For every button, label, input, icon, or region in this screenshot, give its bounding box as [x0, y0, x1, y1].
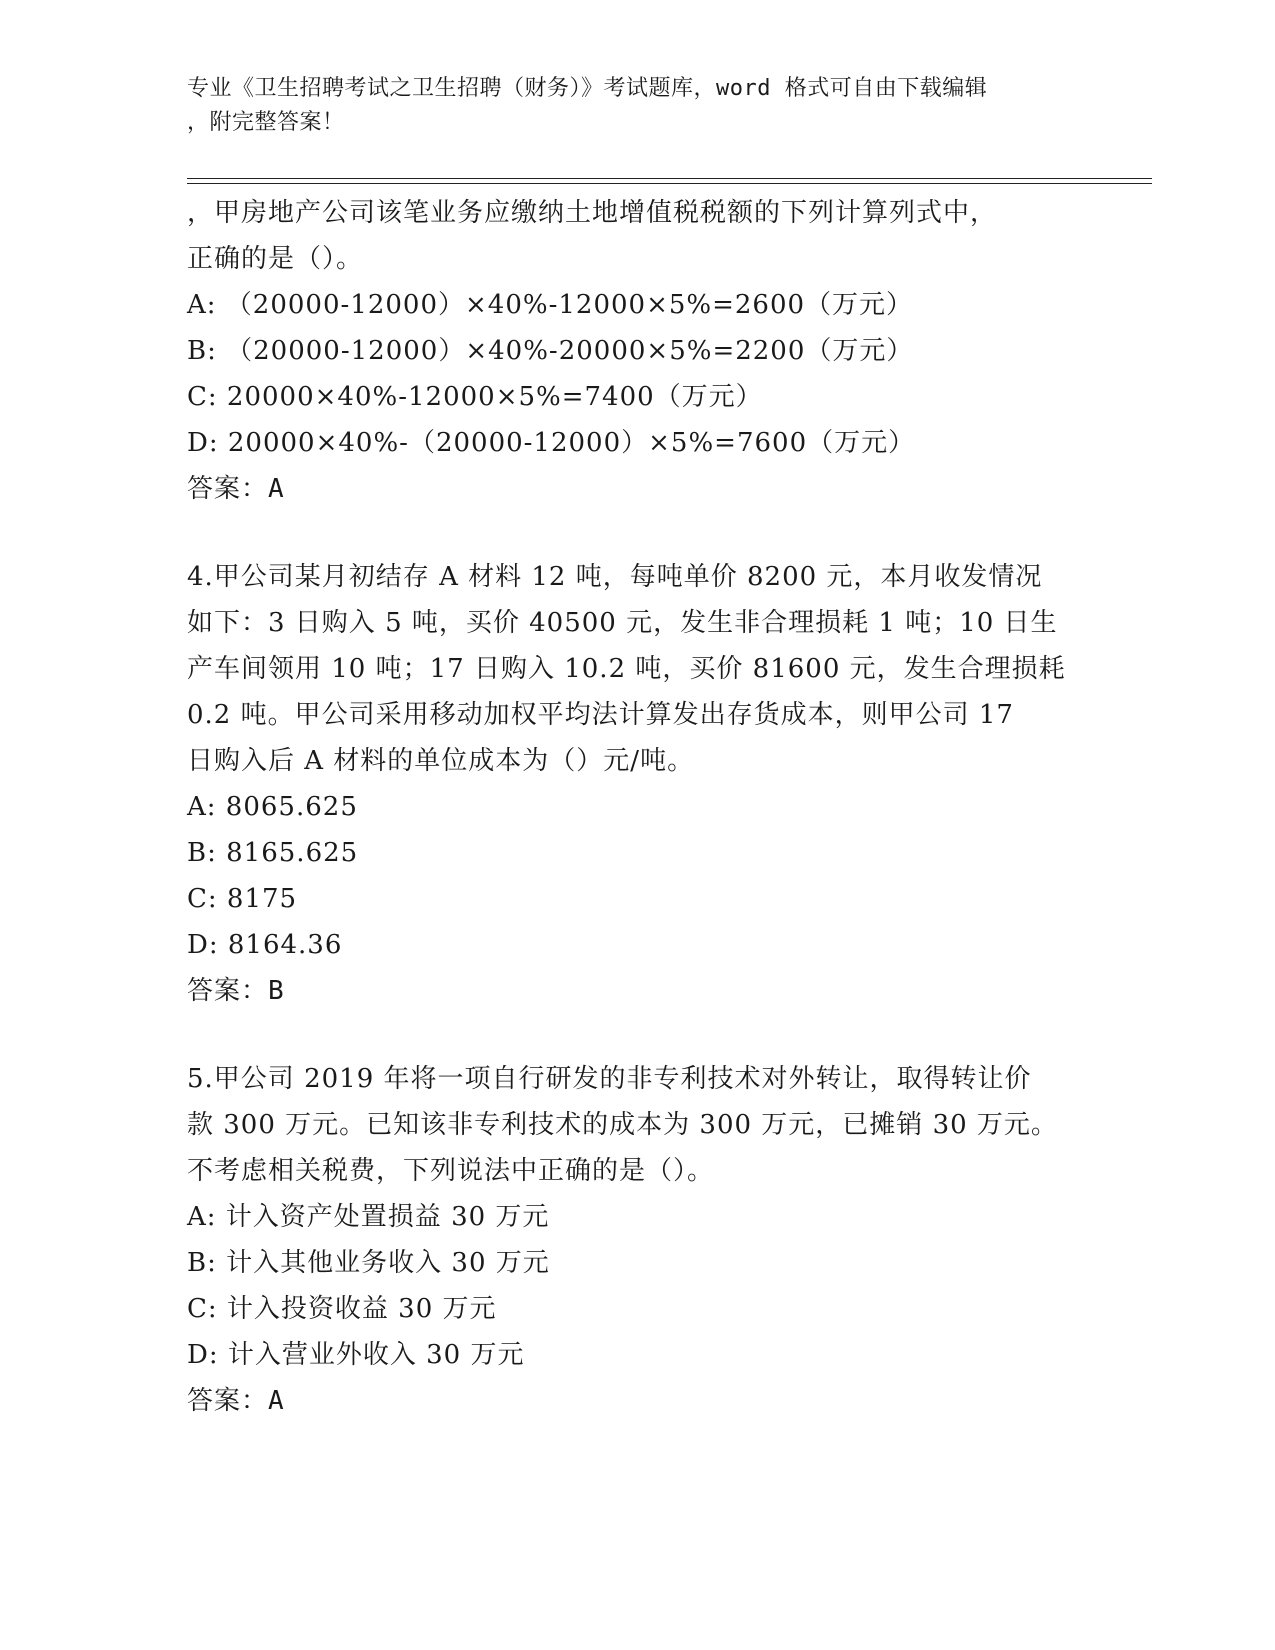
answer-line: 答案：A: [187, 1386, 285, 1416]
question-stem-line: 产车间领用 10 吨；17 日购入 10.2 吨，买价 81600 元，发生合理损耗: [187, 654, 1066, 684]
question-stem-line: 不考虑相关税费，下列说法中正确的是（）。: [187, 1156, 715, 1186]
header-rule-bottom: [187, 183, 1152, 184]
question-3: [187, 190, 1087, 512]
option-b: B: （20000-12000）×40%-20000×5%=2200（万元）: [187, 336, 914, 366]
question-stem-line: 款 300 万元。已知该非专利技术的成本为 300 万元，已摊销 30 万元。: [187, 1110, 1058, 1140]
option-a: A: 8065.625: [187, 792, 358, 822]
header-rule-top: [187, 178, 1152, 179]
spacer: [187, 512, 1087, 554]
option-d: D: 8164.36: [187, 930, 343, 960]
header-line-2: ，附完整答案！: [187, 110, 345, 135]
question-stem-line: 5.甲公司 2019 年将一项自行研发的非专利技术对外转让，取得转让价: [187, 1064, 1032, 1094]
question-5: [187, 1056, 1087, 1424]
option-b: B: 计入其他业务收入 30 万元: [187, 1248, 550, 1278]
question-list: [187, 190, 1087, 1424]
question-stem-line: 正确的是（）。: [187, 244, 364, 274]
answer-line: 答案：A: [187, 474, 285, 504]
answer-line: 答案：B: [187, 976, 285, 1006]
question-stem-line: 0.2 吨。甲公司采用移动加权平均法计算发出存货成本，则甲公司 17: [187, 700, 1014, 730]
question-stem-line: 如下：3 日购入 5 吨，买价 40500 元，发生非合理损耗 1 吨；10 日生: [187, 608, 1058, 638]
question-stem-line: ，甲房地产公司该笔业务应缴纳土地增值税税额的下列计算列式中，: [187, 198, 998, 228]
question-4: [187, 554, 1087, 1014]
option-a: A: 计入资产处置损益 30 万元: [187, 1202, 550, 1232]
option-c: C: 8175: [187, 884, 298, 914]
document-header: [187, 72, 1067, 140]
question-stem-line: 4.甲公司某月初结存 A 材料 12 吨，每吨单价 8200 元，本月收发情况: [187, 562, 1043, 592]
option-d: D: 20000×40%-（20000-12000）×5%=7600（万元）: [187, 428, 916, 458]
question-stem-line: 日购入后 A 材料的单位成本为（）元/吨。: [187, 746, 695, 776]
option-d: D: 计入营业外收入 30 万元: [187, 1340, 525, 1370]
spacer: [187, 1014, 1087, 1056]
option-b: B: 8165.625: [187, 838, 359, 868]
header-line-1: 专业《卫生招聘考试之卫生招聘（财务）》考试题库，word 格式可自由下载编辑: [187, 76, 988, 101]
option-a: A: （20000-12000）×40%-12000×5%=2600（万元）: [187, 290, 914, 320]
option-c: C: 20000×40%-12000×5%=7400（万元）: [187, 382, 763, 412]
option-c: C: 计入投资收益 30 万元: [187, 1294, 497, 1324]
